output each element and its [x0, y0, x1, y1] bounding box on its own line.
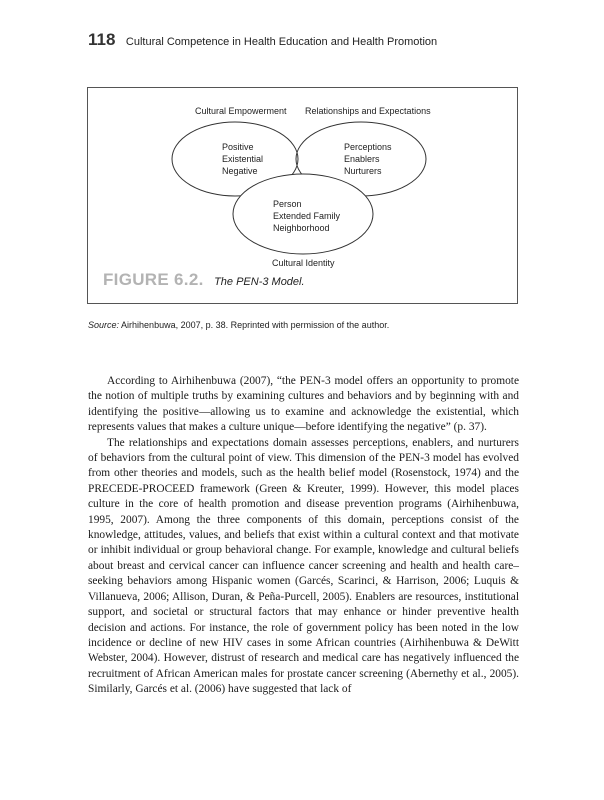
bottom-ellipse-item: Person — [273, 199, 302, 209]
left-ellipse-item: Existential — [222, 154, 264, 164]
label-cultural-identity: Cultural Identity — [272, 258, 335, 268]
label-relationships-expectations: Relationships and Expectations — [305, 106, 431, 116]
running-head: Cultural Competence in Health Education and Health Promotion — [125, 36, 438, 48]
figure-pen3-model — [87, 87, 518, 304]
right-ellipse-item: Perceptions — [344, 142, 392, 152]
paragraph: According to Airhihenbuwa (2007), “the PEN-3 model offers an opportunity to promote the notion of multiple truths by examining cultures and behaviors and by beginning with and identifying the positive—allowing us to examine and acknowledge the existential, which represents values that makes a culture unique—before identifying the negative” (p. 37). — [88, 375, 519, 434]
paragraph: The relationships and expectations domain assesses perceptions, enablers, and nurturers of behaviors from the cultural point of view. This dimension of the PEN-3 model has evolved from other theories and models, such as the health belief model (Rosenstock, 1974) and the PRECEDE-PROCEED framework (Green & Kreuter, 1999). However, this model places culture in the core of health promotion and disease prevention programs (Airhihenbuwa, 1995, 2007). Among the three components of this domain, perceptions consist of the knowledge, attitudes, values, and beliefs that exist within a cultural context and that motivate or inhibit individual or group behavioral change. For example, knowledge and cultural beliefs about breast and cervical cancer can influence cancer screening and health and health care–seeking behaviors among Hispanic women (Garcés, Scarinci, & Harrison, 2006; Luquis & Villanueva, 2006; Allison, Duran, & Peña-Purcell, 2005). Enablers are resources, institutional support, and societal or structural factors that may enhance or hinder preventive health decision and actions. For instance, the role of government policy has been noted in the low incidence or decline of new HIV cases in some African countries (Airhihenbuwa & DeWitt Webster, 2004). However, distrust of research and medical care has negatively influenced the recruitment of African American males for prostate cancer screening (Abernethy et al., 2005). Similarly, Garcés et al. (2006) have suggested that lack of — [88, 436, 519, 696]
figure-caption — [103, 270, 305, 290]
left-ellipse-item: Negative — [222, 166, 258, 176]
body-text — [88, 374, 519, 698]
page-header — [88, 30, 437, 50]
bottom-ellipse-item: Neighborhood — [273, 223, 330, 233]
label-cultural-empowerment: Cultural Empowerment — [195, 106, 287, 116]
right-ellipse-item: Nurturers — [344, 166, 382, 176]
figure-number: FIGURE 6.2. — [103, 270, 204, 289]
source-text: Airhihenbuwa, 2007, p. 38. Reprinted with permission of the author. — [121, 320, 390, 330]
bottom-ellipse-item: Extended Family — [273, 211, 341, 221]
left-ellipse-item: Positive — [222, 142, 254, 152]
figure-source — [88, 320, 389, 330]
page-number: 118 — [88, 30, 116, 49]
right-ellipse-item: Enablers — [344, 154, 380, 164]
figure-title: The PEN-3 Model. — [214, 276, 305, 288]
source-label: Source: — [88, 320, 120, 330]
